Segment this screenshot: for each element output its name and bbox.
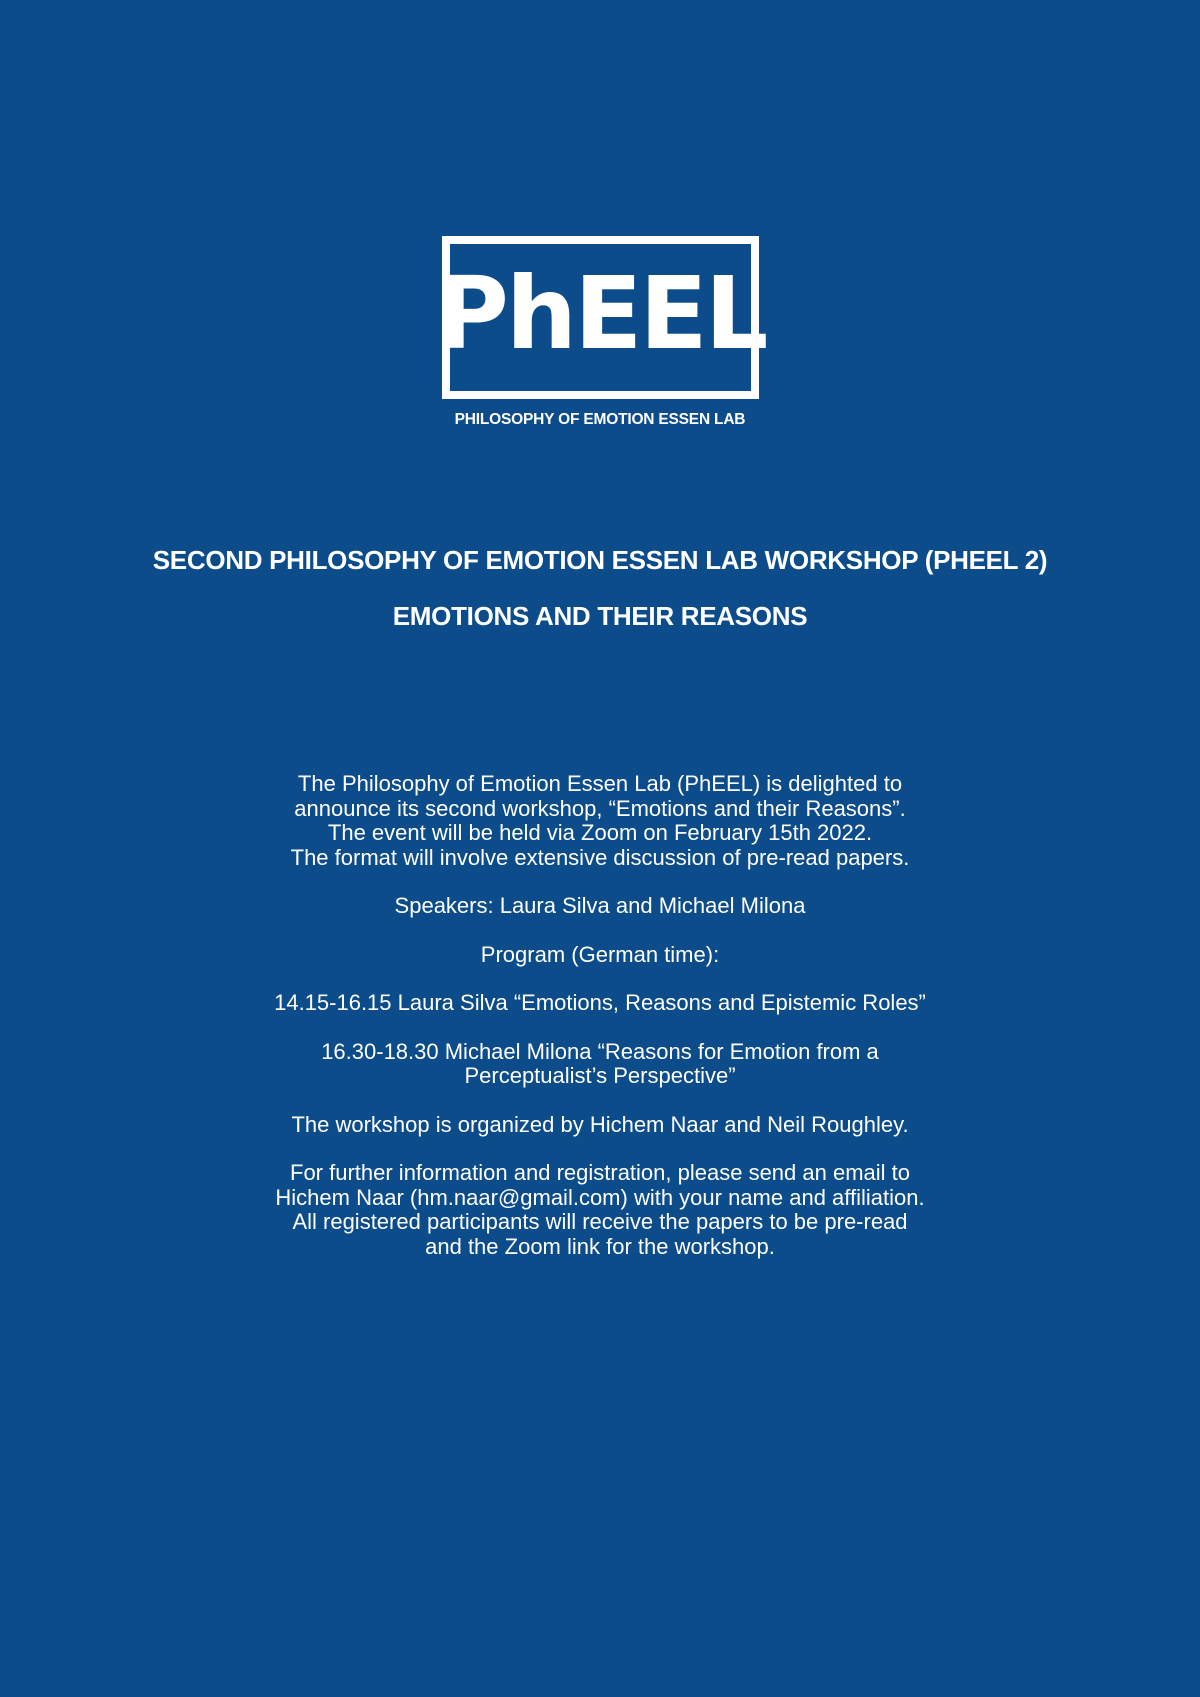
announcement-body (200, 772, 1000, 1283)
speakers: Speakers: Laura Silva and Michael Milona (394, 893, 806, 918)
logo-text: PhEEL (435, 254, 766, 372)
logo-subtitle: PHILOSOPHY OF EMOTION ESSEN LAB (454, 411, 746, 428)
intro-line: The event will be held via Zoom on February 15th 2022. (327, 820, 873, 845)
workshop-title: SECOND PHILOSOPHY OF EMOTION ESSEN LAB WORKSHOP (PHEEL 2) (152, 545, 1048, 575)
session-line: Perceptualist’s Perspective” (464, 1063, 736, 1088)
contact-paragraph (200, 1161, 1000, 1259)
contact-line: Hichem Naar (hm.naar@gmail.com) with your name and affiliation. (275, 1184, 925, 1210)
session-line: 16.30-18.30 Michael Milona “Reasons for Emotion from a (321, 1038, 879, 1064)
program-session-1: 14.15-16.15 Laura Silva “Emotions, Reasons and Epistemic Roles” (274, 990, 926, 1015)
logo (435, 236, 766, 399)
intro-paragraph (200, 772, 1000, 870)
program-session-2 (200, 1040, 1000, 1089)
contact-line: and the Zoom link for the workshop. (425, 1233, 775, 1259)
workshop-subtitle: EMOTIONS AND THEIR REASONS (392, 601, 808, 631)
contact-line: All registered participants will receive the papers to be pre-read (292, 1209, 908, 1234)
contact-line: For further information and registration, please send an email to (290, 1160, 910, 1185)
intro-line: announce its second workshop, “Emotions and their Reasons”. (294, 795, 906, 821)
program-heading: Program (German time): (480, 941, 720, 967)
organizers: The workshop is organized by Hichem Naar and Neil Roughley. (291, 1111, 909, 1137)
intro-line: The Philosophy of Emotion Essen Lab (PhEEL) is delighted to (297, 771, 903, 796)
intro-line: The format will involve extensive discussion of pre-read papers. (290, 844, 910, 870)
